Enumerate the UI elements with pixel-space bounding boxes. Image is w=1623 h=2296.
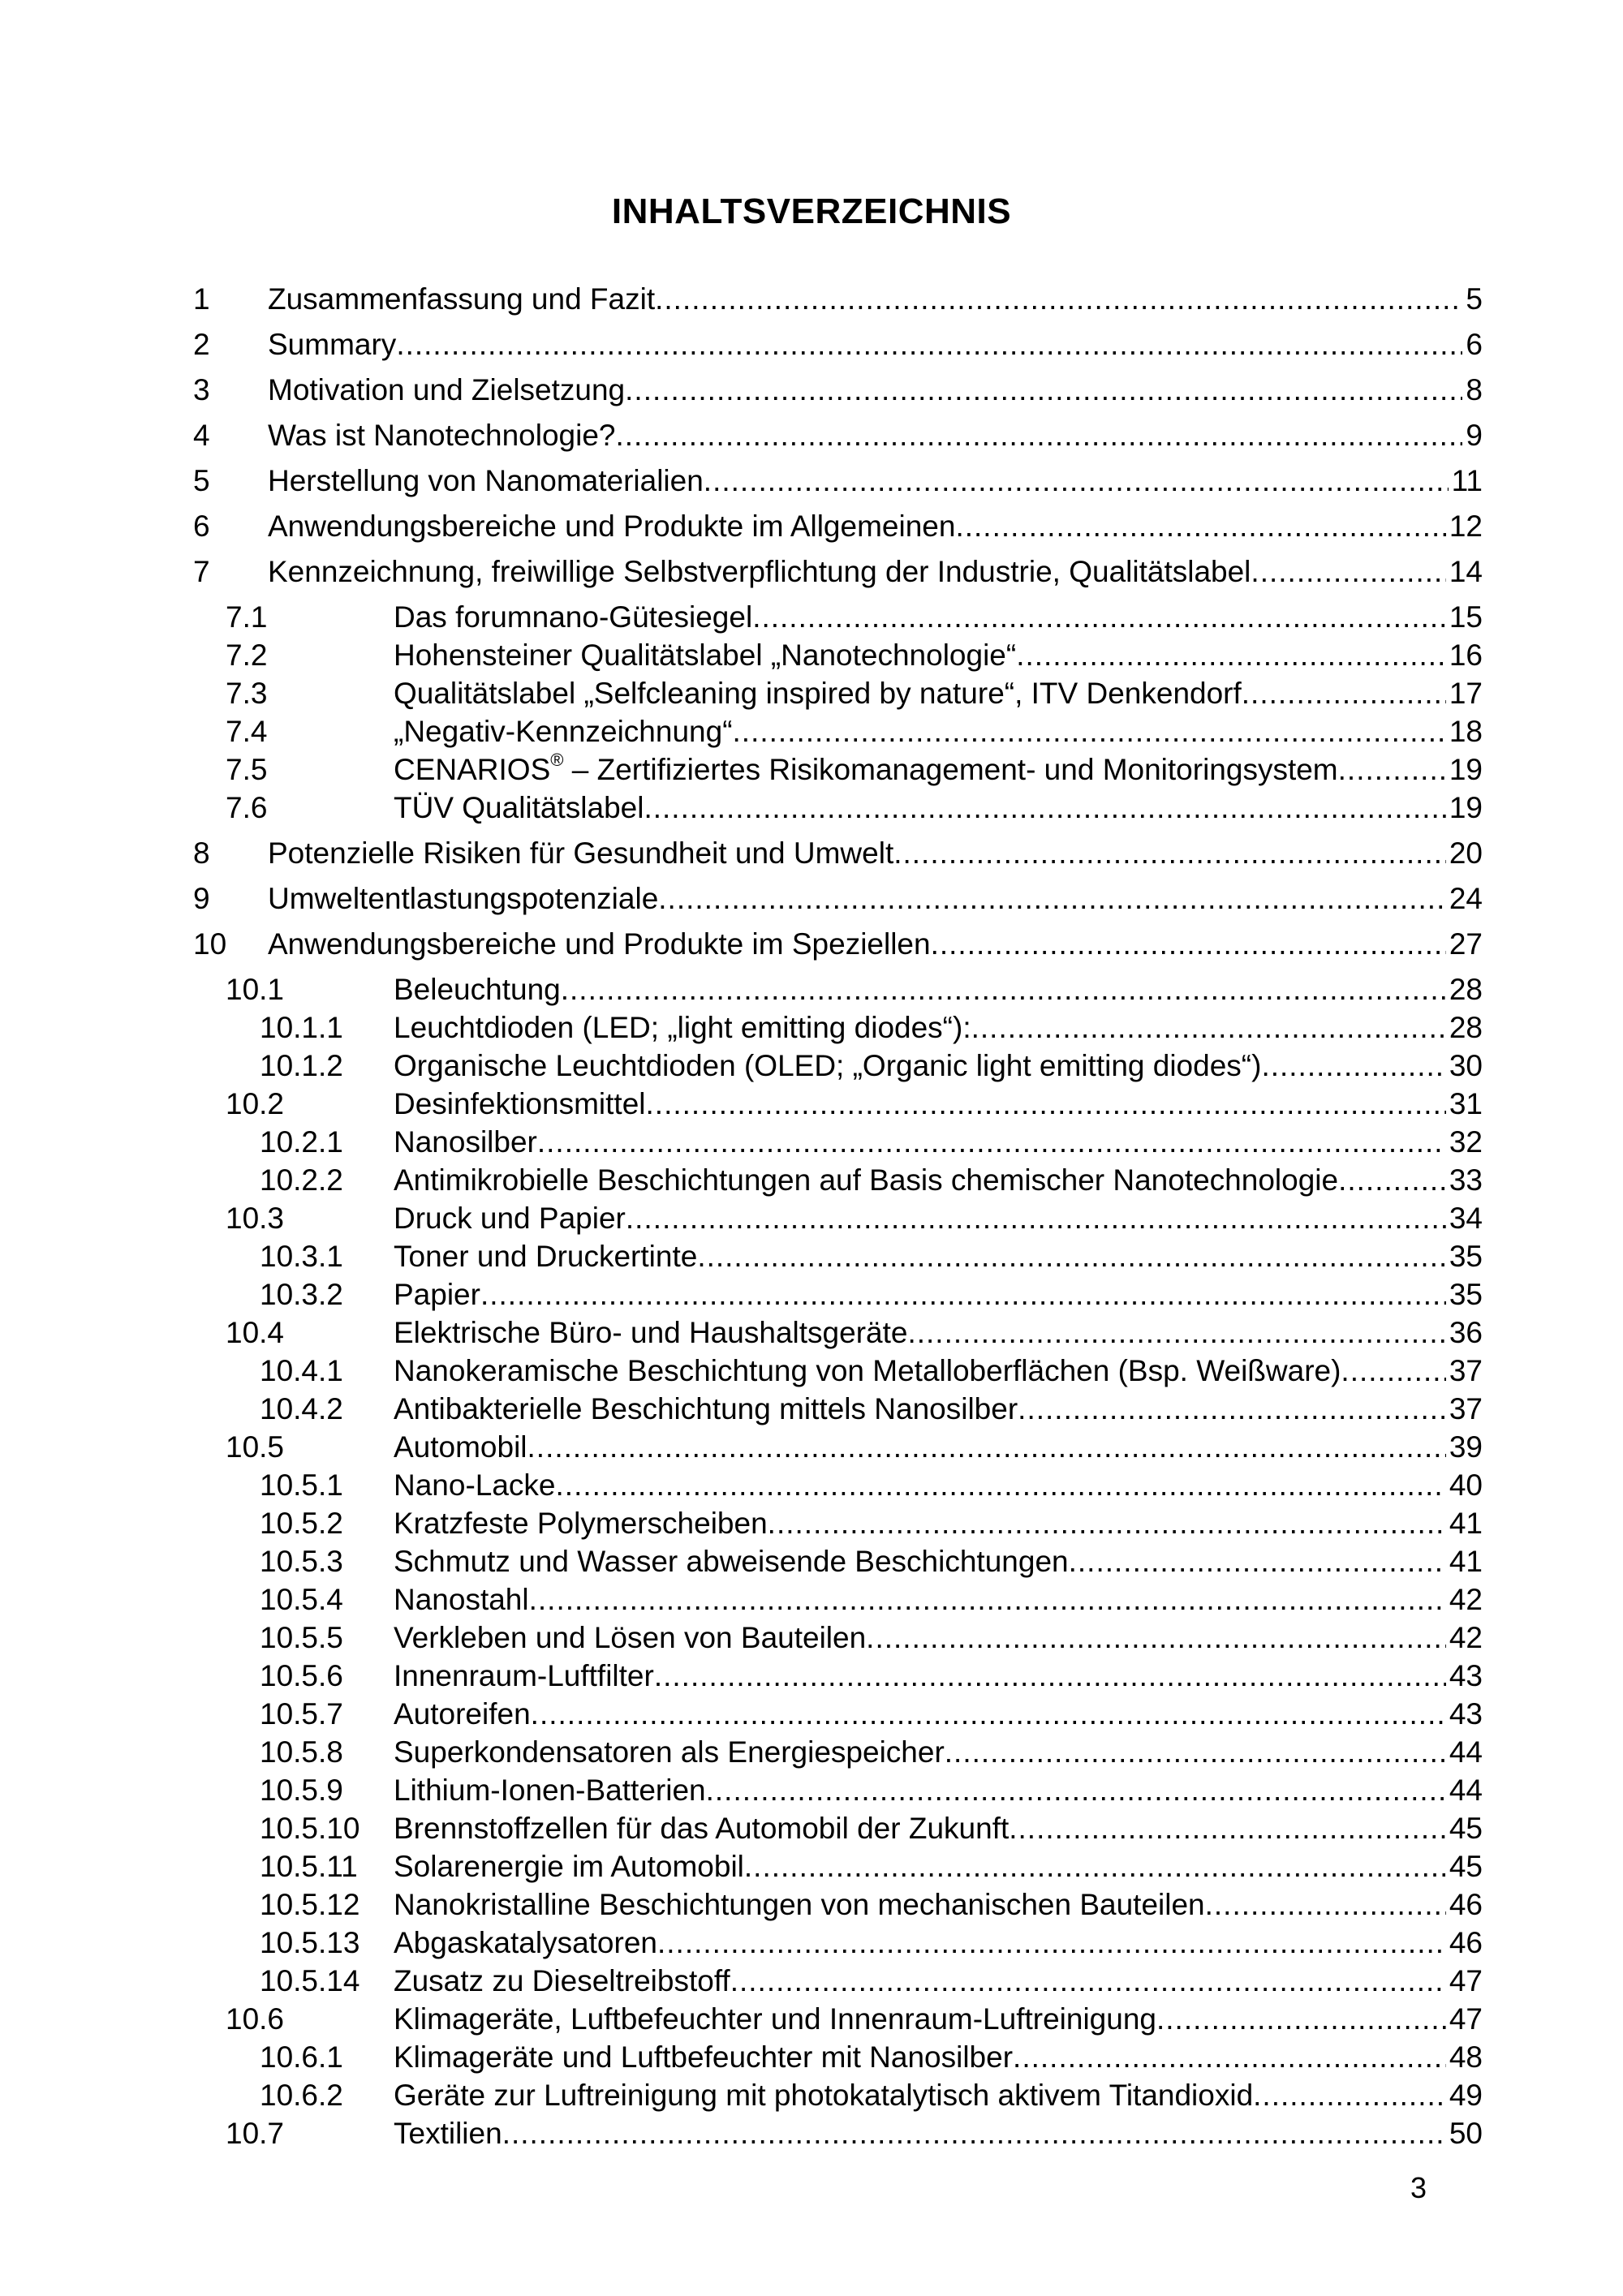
toc-entry-number: 7.1	[226, 600, 268, 634]
toc-entry-number: 10.5.5	[260, 1621, 343, 1654]
toc-entry[interactable]	[0, 1467, 1483, 1504]
toc-entry-page: 45	[1449, 1812, 1483, 1845]
toc-entry-page: 28	[1449, 973, 1483, 1006]
toc-entry-number: 10.1.1	[260, 1011, 343, 1044]
toc-entry[interactable]	[0, 1696, 1483, 1733]
dot-leader	[644, 789, 1445, 827]
toc-entry[interactable]	[0, 1429, 1483, 1466]
toc-entry-page: 48	[1449, 2040, 1483, 2074]
toc-entry-page: 31	[1449, 1087, 1483, 1120]
toc-entry-number: 10.5.2	[260, 1507, 343, 1540]
toc-entry[interactable]	[0, 281, 1483, 318]
toc-entry-page: 42	[1449, 1583, 1483, 1616]
toc-entry-number: 3	[193, 373, 210, 406]
toc-entry-page: 11	[1451, 464, 1483, 497]
dot-leader	[706, 1772, 1446, 1809]
toc-entry-number: 10.6.2	[260, 2079, 343, 2112]
dot-leader	[730, 1963, 1446, 2000]
toc-entry[interactable]	[0, 1619, 1483, 1657]
toc-entry-number: 10.5.8	[260, 1735, 343, 1769]
toc-entry-number: 10.3.1	[260, 1240, 343, 1273]
dot-leader	[704, 462, 1449, 500]
dot-leader	[1018, 1391, 1446, 1428]
toc-entry[interactable]	[0, 2077, 1483, 2114]
toc-entry-title-rest: – Zertifiziertes Risikomanagement- und Monitoringsystem	[563, 753, 1338, 786]
toc-entry[interactable]	[0, 417, 1483, 454]
toc-entry-number: 10.3	[226, 1202, 285, 1235]
toc-entry[interactable]	[0, 971, 1483, 1008]
dot-leader	[1156, 2001, 1446, 2038]
toc-entry-number: 10.3.2	[260, 1278, 343, 1311]
toc-entry-title: Anwendungsbereiche und Produkte im Speziellen	[268, 926, 931, 963]
toc-entry-page: 37	[1449, 1392, 1483, 1425]
toc-entry-title: Nanokeramische Beschichtung von Metalloberflächen (Bsp. Weißware)	[394, 1352, 1341, 1390]
toc-entry[interactable]	[0, 1581, 1483, 1619]
page-number: 3	[1410, 2171, 1427, 2204]
toc-entry-page: 19	[1449, 753, 1483, 786]
toc-entry-title: Zusatz zu Dieseltreibstoff	[394, 1963, 730, 2000]
toc-entry[interactable]	[0, 1772, 1483, 1809]
toc-entry-number: 10.5	[226, 1430, 285, 1464]
toc-entry-title: Hohensteiner Qualitätslabel „Nanotechnologie“	[394, 637, 1016, 674]
toc-entry[interactable]	[0, 1391, 1483, 1428]
dot-leader	[502, 2115, 1446, 2152]
toc-entry-title: Druck und Papier	[394, 1200, 626, 1237]
toc-entry-page: 17	[1449, 677, 1483, 710]
toc-entry-number: 10.5.14	[260, 1964, 360, 1997]
toc-entry-number: 7.5	[226, 753, 268, 786]
toc-entry-page: 12	[1449, 510, 1483, 543]
toc-entry-page: 18	[1449, 715, 1483, 748]
dot-leader	[654, 1658, 1446, 1695]
toc-entry-number: 10.4.2	[260, 1392, 343, 1425]
dot-leader	[733, 713, 1446, 750]
toc-entry-page: 46	[1449, 1888, 1483, 1921]
toc-entry-page: 6	[1466, 328, 1483, 361]
toc-entry-number: 10.5.12	[260, 1888, 360, 1921]
toc-entry-number: 7.4	[226, 715, 268, 748]
toc-entry-page: 44	[1449, 1735, 1483, 1769]
toc-entry-number: 2	[193, 328, 210, 361]
toc-entry[interactable]	[0, 1543, 1483, 1580]
dot-leader	[658, 880, 1446, 918]
toc-entry-number: 1	[193, 282, 210, 316]
toc-entry-page: 15	[1449, 600, 1483, 634]
toc-entry-title: Nanostahl	[394, 1581, 529, 1619]
dot-leader	[646, 1086, 1446, 1123]
toc-entry-page: 49	[1449, 2079, 1483, 2112]
toc-entry-page: 43	[1449, 1697, 1483, 1731]
toc-entry-number: 10.2.2	[260, 1163, 343, 1197]
toc-entry-number: 7	[193, 555, 210, 588]
toc-entry-title: Was ist Nanotechnologie?	[268, 417, 615, 454]
toc-entry[interactable]	[0, 1238, 1483, 1275]
dot-leader	[480, 1276, 1446, 1314]
toc-entry-number: 4	[193, 419, 210, 452]
toc-entry-title: Klimageräte und Luftbefeuchter mit Nanosilber	[394, 2039, 1013, 2076]
dot-leader	[625, 372, 1462, 409]
toc-entry-title: Anwendungsbereiche und Produkte im Allgemeinen	[268, 508, 955, 545]
toc-entry-number: 7.3	[226, 677, 268, 710]
toc-entry-title: Beleuchtung	[394, 971, 561, 1008]
toc-entry[interactable]	[0, 1886, 1483, 1924]
toc-entry-page: 14	[1449, 555, 1483, 588]
toc-entry-title: TÜV Qualitätslabel	[394, 789, 644, 827]
toc-entry[interactable]	[0, 1734, 1483, 1771]
toc-entry[interactable]	[0, 880, 1483, 918]
dot-leader	[971, 1009, 1446, 1047]
toc-entry[interactable]	[0, 713, 1483, 750]
toc-entry[interactable]	[0, 926, 1483, 963]
toc-entry-number: 10.4	[226, 1316, 285, 1349]
toc-entry-number: 10.2	[226, 1087, 285, 1120]
toc-entry[interactable]	[0, 462, 1483, 500]
toc-entry-page: 24	[1449, 882, 1483, 915]
registered-mark: ®	[550, 751, 564, 770]
toc-entry[interactable]	[0, 1505, 1483, 1542]
toc-entry-number: 10.2.1	[260, 1125, 343, 1159]
toc-entry-page: 35	[1449, 1240, 1483, 1273]
dot-leader	[655, 281, 1462, 318]
dot-leader	[537, 1124, 1446, 1161]
toc-entry-title: Toner und Druckertinte	[394, 1238, 697, 1275]
dot-leader	[626, 1200, 1446, 1237]
toc-entry-title: Organische Leuchtdioden (OLED; „Organic light emitting diodes“)	[394, 1047, 1261, 1085]
toc-entry-number: 6	[193, 510, 210, 543]
toc-entry-page: 33	[1449, 1163, 1483, 1197]
toc-entry-title: Brennstoffzellen für das Automobil der Zukunft	[394, 1810, 1009, 1847]
toc-entry-title: Solarenergie im Automobil	[394, 1848, 744, 1885]
dot-leader	[931, 926, 1446, 963]
dot-leader	[752, 599, 1446, 636]
toc-entry-number: 10.5.7	[260, 1697, 343, 1731]
toc-entry[interactable]	[0, 2115, 1483, 2152]
toc-entry-title	[394, 751, 1338, 789]
toc-entry[interactable]	[0, 1924, 1483, 1962]
toc-entry[interactable]	[0, 1124, 1483, 1161]
toc-entry-number: 10.5.6	[260, 1659, 343, 1692]
dot-leader	[955, 508, 1445, 545]
toc-entry-page: 47	[1449, 2002, 1483, 2036]
toc-entry[interactable]	[0, 751, 1483, 789]
toc-entry-title: Abgaskatalysatoren	[394, 1924, 657, 1962]
dot-leader	[1251, 553, 1445, 591]
toc-entry[interactable]	[0, 1810, 1483, 1847]
toc-entry-page: 35	[1449, 1278, 1483, 1311]
toc-entry-number: 7.2	[226, 638, 268, 672]
toc-entry[interactable]	[0, 1009, 1483, 1047]
toc-entry[interactable]	[0, 1047, 1483, 1085]
toc-entry-title: Das forumnano-Gütesiegel	[394, 599, 752, 636]
dot-leader	[561, 971, 1446, 1008]
dot-leader	[744, 1848, 1446, 1885]
toc-entry-title: Kennzeichnung, freiwillige Selbstverpflichtung der Industrie, Qualitätslabel	[268, 553, 1251, 591]
dot-leader	[1253, 2077, 1446, 2114]
dot-leader	[1205, 1886, 1446, 1924]
toc-entry-page: 45	[1449, 1850, 1483, 1883]
dot-leader	[527, 1429, 1446, 1466]
toc-entry-number: 10.1	[226, 973, 285, 1006]
toc-entry-title: Schmutz und Wasser abweisende Beschichtungen	[394, 1543, 1069, 1580]
dot-leader	[893, 835, 1446, 872]
toc-entry-page: 8	[1466, 373, 1483, 406]
toc-entry-number: 10.6.1	[260, 2040, 343, 2074]
toc-entry-number: 10.5.13	[260, 1926, 360, 1959]
toc-entry-title: Nanokristalline Beschichtungen von mechanischen Bauteilen	[394, 1886, 1205, 1924]
toc-entry[interactable]	[0, 1162, 1483, 1199]
toc-entry-page: 30	[1449, 1049, 1483, 1082]
dot-leader	[1338, 1162, 1446, 1199]
toc-entry-page: 44	[1449, 1774, 1483, 1807]
toc-entry[interactable]	[0, 326, 1483, 363]
toc-entry-title: Geräte zur Luftreinigung mit photokatalytisch aktivem Titandioxid	[394, 2077, 1253, 2114]
toc-entry-number: 10.5.9	[260, 1774, 343, 1807]
toc-entry[interactable]	[0, 372, 1483, 409]
dot-leader	[945, 1734, 1446, 1771]
dot-leader	[657, 1924, 1446, 1962]
toc-entry-title-text: CENARIOS	[394, 753, 551, 786]
toc-entry-page: 36	[1449, 1316, 1483, 1349]
toc-entry[interactable]	[0, 1200, 1483, 1237]
toc-entry-title: „Negativ-Kennzeichnung“	[394, 713, 733, 750]
toc-entry-page: 28	[1449, 1011, 1483, 1044]
toc-entry-number: 10.5.3	[260, 1545, 343, 1578]
toc-entry-title: Papier	[394, 1276, 480, 1314]
toc-entry[interactable]	[0, 2039, 1483, 2076]
toc-entry[interactable]	[0, 789, 1483, 827]
toc-entry-page: 5	[1466, 282, 1483, 316]
toc-entry-title: Antibakterielle Beschichtung mittels Nanosilber	[394, 1391, 1018, 1428]
dot-leader	[1016, 637, 1446, 674]
toc-entry-title: Herstellung von Nanomaterialien	[268, 462, 704, 500]
toc-entry-title: Nanosilber	[394, 1124, 537, 1161]
toc-entry-number: 5	[193, 464, 210, 497]
dot-leader	[1261, 1047, 1445, 1085]
dot-leader	[866, 1619, 1446, 1657]
toc-entry[interactable]	[0, 1658, 1483, 1695]
toc-entry-page: 46	[1449, 1926, 1483, 1959]
toc-entry-number: 10.6	[226, 2002, 285, 2036]
toc-entry-page: 27	[1449, 927, 1483, 961]
toc-entry-number: 10.5.11	[260, 1850, 358, 1883]
toc-entry[interactable]	[0, 1086, 1483, 1123]
toc-entry-page: 42	[1449, 1621, 1483, 1654]
toc-entry-title: Superkondensatoren als Energiespeicher	[394, 1734, 945, 1771]
dot-leader	[1069, 1543, 1446, 1580]
toc-entry-title: Umweltentlastungspotenziale	[268, 880, 658, 918]
toc-entry-number: 10.5.1	[260, 1468, 343, 1502]
toc-entry-page: 16	[1449, 638, 1483, 672]
toc-entry-page: 20	[1449, 836, 1483, 870]
toc-entry-title: Textilien	[394, 2115, 502, 2152]
toc-entry-page: 40	[1449, 1468, 1483, 1502]
toc-entry[interactable]	[0, 675, 1483, 712]
toc-entry[interactable]	[0, 637, 1483, 674]
toc-entry-page: 50	[1449, 2117, 1483, 2150]
toc-entry-page: 9	[1466, 419, 1483, 452]
toc-entry-page: 37	[1449, 1354, 1483, 1387]
toc-entry-page: 43	[1449, 1659, 1483, 1692]
toc-entry-page: 19	[1449, 791, 1483, 824]
toc-entry-title: Antimikrobielle Beschichtungen auf Basis chemischer Nanotechnologie	[394, 1162, 1338, 1199]
toc-entry-title: Elektrische Büro- und Haushaltsgeräte	[394, 1314, 907, 1352]
dot-leader	[531, 1696, 1446, 1733]
toc-entry-title: Lithium-Ionen-Batterien	[394, 1772, 706, 1809]
toc-entry-title: Kratzfeste Polymerscheiben	[394, 1505, 768, 1542]
toc-entry-number: 10.4.1	[260, 1354, 343, 1387]
toc-entry[interactable]	[0, 1848, 1483, 1885]
toc-entry-title: Nano-Lacke	[394, 1467, 556, 1504]
toc-entry-title: Desinfektionsmittel	[394, 1086, 646, 1123]
toc-entry-page: 39	[1449, 1430, 1483, 1464]
toc-entry-number: 10.5.10	[260, 1812, 360, 1845]
toc-entry-number: 10	[193, 927, 227, 961]
toc-entry-title: Potenzielle Risiken für Gesundheit und Umwelt	[268, 835, 893, 872]
toc-entry-title: Klimageräte, Luftbefeuchter und Innenraum-Luftreinigung	[394, 2001, 1156, 2038]
toc-entry-number: 10.7	[226, 2117, 285, 2150]
toc-entry-page: 47	[1449, 1964, 1483, 1997]
toc-entry-page: 32	[1449, 1125, 1483, 1159]
toc-entry-number: 10.1.2	[260, 1049, 343, 1082]
dot-leader	[907, 1314, 1445, 1352]
toc-entry-number: 10.5.4	[260, 1583, 343, 1616]
toc-entry-title: Qualitätslabel „Selfcleaning inspired by nature“, ITV Denkendorf	[394, 675, 1242, 712]
dot-leader	[615, 417, 1462, 454]
toc-entry-title: Motivation und Zielsetzung	[268, 372, 625, 409]
toc-entry-title: Zusammenfassung und Fazit	[268, 281, 655, 318]
toc-entry-title: Innenraum-Luftfilter	[394, 1658, 654, 1695]
toc-entry[interactable]	[0, 2001, 1483, 2038]
toc-entry-title: Summary	[268, 326, 396, 363]
toc-entry[interactable]	[0, 1352, 1483, 1390]
dot-leader	[529, 1581, 1446, 1619]
dot-leader	[396, 326, 1462, 363]
dot-leader	[768, 1505, 1446, 1542]
toc-entry[interactable]	[0, 553, 1483, 591]
dot-leader	[697, 1238, 1446, 1275]
toc-entry-title: Verkleben und Lösen von Bauteilen	[394, 1619, 866, 1657]
toc-entry[interactable]	[0, 835, 1483, 872]
dot-leader	[1009, 1810, 1446, 1847]
toc-entry-title: Automobil	[394, 1429, 527, 1466]
toc-entry[interactable]	[0, 1276, 1483, 1314]
toc-entry[interactable]	[0, 1314, 1483, 1352]
dot-leader	[1013, 2039, 1446, 2076]
toc-entry-number: 9	[193, 882, 210, 915]
toc-entry-title: Autoreifen	[394, 1696, 531, 1733]
toc-entry-page: 34	[1449, 1202, 1483, 1235]
toc-entry-page: 41	[1449, 1507, 1483, 1540]
dot-leader	[1341, 1352, 1445, 1390]
toc-entry-page: 41	[1449, 1545, 1483, 1578]
dot-leader	[556, 1467, 1446, 1504]
toc-entry-number: 7.6	[226, 791, 268, 824]
dot-leader	[1338, 751, 1446, 789]
toc-entry[interactable]	[0, 508, 1483, 545]
toc-entry[interactable]	[0, 1963, 1483, 2000]
toc-heading: INHALTSVERZEICHNIS	[611, 191, 1012, 231]
dot-leader	[1242, 675, 1446, 712]
toc-entry[interactable]	[0, 599, 1483, 636]
toc-entry-title: Leuchtdioden (LED; „light emitting diodes“):	[394, 1009, 971, 1047]
toc-entry-number: 8	[193, 836, 210, 870]
